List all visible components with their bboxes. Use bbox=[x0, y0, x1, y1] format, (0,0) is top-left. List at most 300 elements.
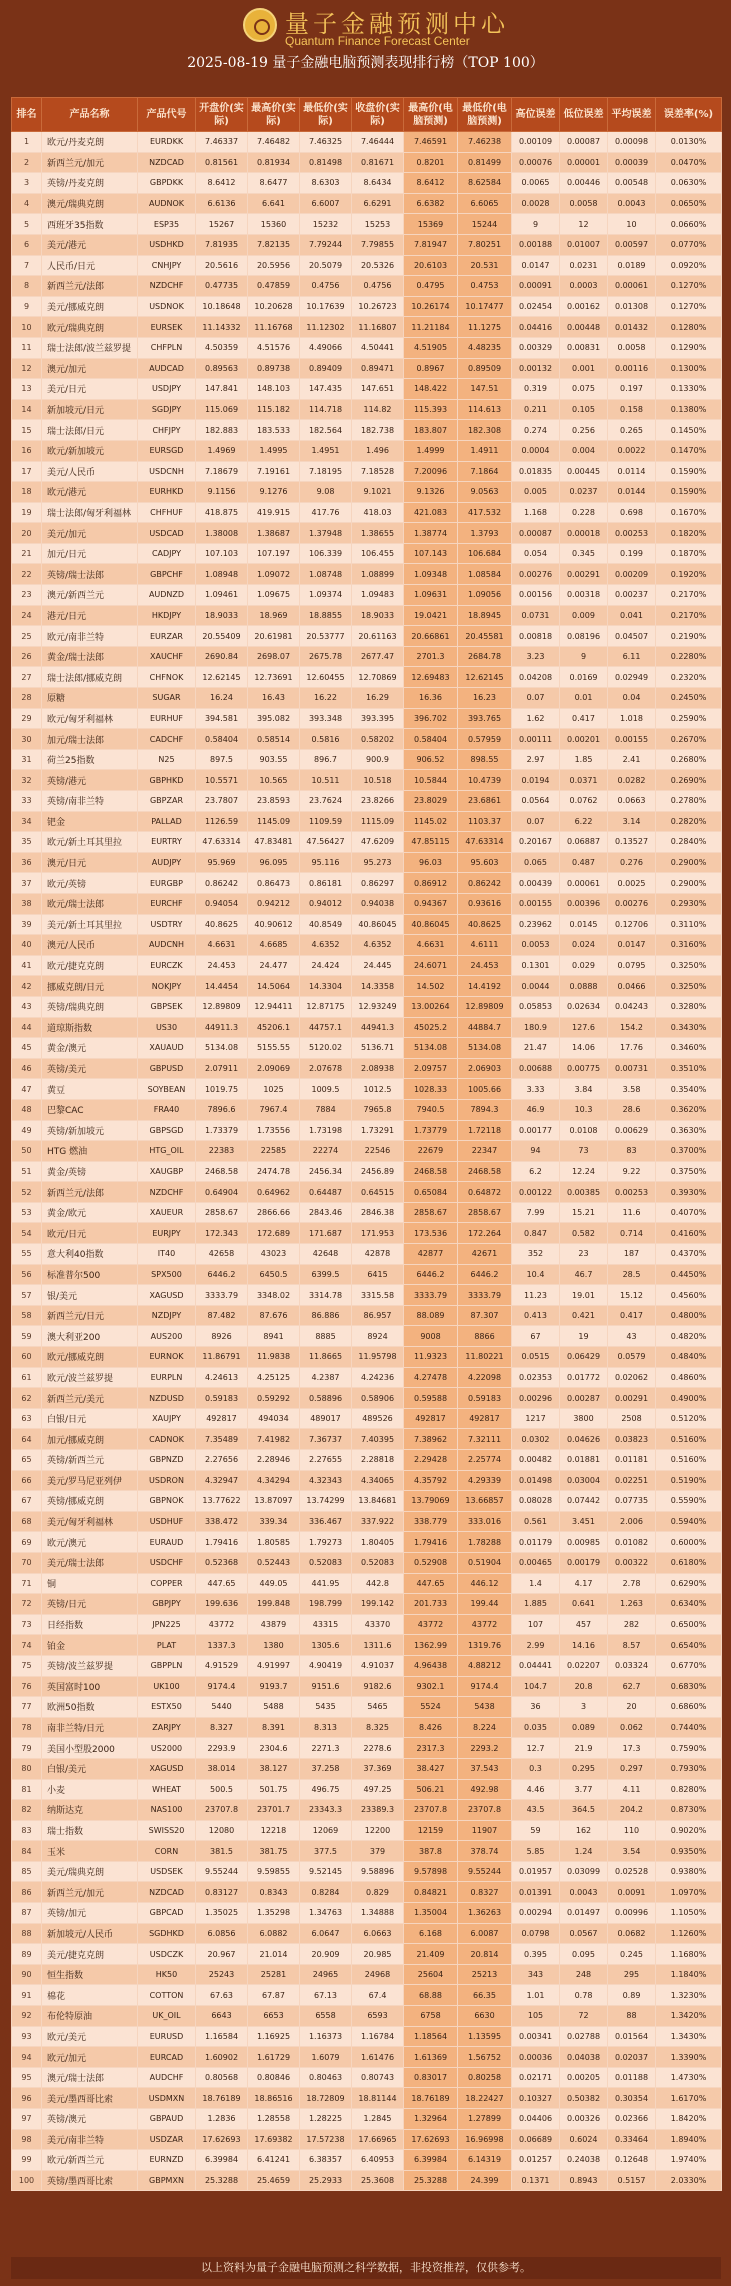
low-cell: 0.89409 bbox=[300, 358, 352, 379]
low-cell: 393.348 bbox=[300, 708, 352, 729]
low-cell: 1.16373 bbox=[300, 2026, 352, 2047]
pred-high-cell: 492817 bbox=[404, 1408, 458, 1429]
product-code-cell: USDMXN bbox=[138, 2088, 196, 2109]
low-error-cell: 23 bbox=[560, 1244, 608, 1265]
high-cell: 5488 bbox=[248, 1697, 300, 1718]
high-error-cell: 0.00688 bbox=[512, 1058, 560, 1079]
close-cell: 2.28818 bbox=[352, 1450, 404, 1471]
table-row bbox=[12, 646, 722, 667]
error-rate-cell: 0.3460% bbox=[656, 1038, 722, 1059]
open-cell: 8.327 bbox=[196, 1717, 248, 1738]
high-cell: 1.38687 bbox=[248, 523, 300, 544]
product-code-cell: HKDJPY bbox=[138, 605, 196, 626]
low-error-cell: 0.00205 bbox=[560, 2067, 608, 2088]
open-cell: 12080 bbox=[196, 1820, 248, 1841]
avg-error-cell: 0.01432 bbox=[608, 317, 656, 338]
pred-low-cell: 0.80258 bbox=[458, 2067, 512, 2088]
rank-cell: 49 bbox=[12, 1120, 42, 1141]
pred-low-cell: 22347 bbox=[458, 1141, 512, 1162]
table-row bbox=[12, 1635, 722, 1656]
low-cell: 1.4951 bbox=[300, 440, 352, 461]
low-error-cell: 0.0043 bbox=[560, 1882, 608, 1903]
pred-low-cell: 1.3793 bbox=[458, 523, 512, 544]
product-code-cell: HK50 bbox=[138, 1964, 196, 1985]
product-name-cell: 欧元/捷克克朗 bbox=[42, 955, 138, 976]
rank-cell: 84 bbox=[12, 1841, 42, 1862]
product-name-cell: 澳元/新西兰元 bbox=[42, 585, 138, 606]
close-cell: 6.6291 bbox=[352, 193, 404, 214]
product-name-cell: 欧元/美元 bbox=[42, 2026, 138, 2047]
pred-low-cell: 2.06903 bbox=[458, 1058, 512, 1079]
error-rate-cell: 0.3250% bbox=[656, 955, 722, 976]
high-error-cell: 43.5 bbox=[512, 1800, 560, 1821]
pred-high-cell: 38.427 bbox=[404, 1758, 458, 1779]
table-row bbox=[12, 420, 722, 441]
table-row bbox=[12, 132, 722, 153]
table-row bbox=[12, 1326, 722, 1347]
rank-cell: 5 bbox=[12, 214, 42, 235]
high-error-cell: 0.04441 bbox=[512, 1655, 560, 1676]
pred-high-cell: 7.46591 bbox=[404, 132, 458, 153]
error-rate-cell: 0.0630% bbox=[656, 173, 722, 194]
error-rate-cell: 0.2320% bbox=[656, 667, 722, 688]
rank-cell: 33 bbox=[12, 791, 42, 812]
product-code-cell: XAGUSD bbox=[138, 1758, 196, 1779]
low-error-cell: 0.582 bbox=[560, 1223, 608, 1244]
avg-error-cell: 0.0022 bbox=[608, 440, 656, 461]
product-name-cell: 英镑/波兰兹罗提 bbox=[42, 1655, 138, 1676]
high-cell: 14.5064 bbox=[248, 976, 300, 997]
pred-low-cell: 7.80251 bbox=[458, 234, 512, 255]
pred-low-cell: 0.51904 bbox=[458, 1552, 512, 1573]
low-error-cell: 14.06 bbox=[560, 1038, 608, 1059]
high-cell: 4.34294 bbox=[248, 1470, 300, 1491]
product-code-cell: AUDCNH bbox=[138, 935, 196, 956]
high-cell: 4.51576 bbox=[248, 337, 300, 358]
error-rate-cell: 0.6860% bbox=[656, 1697, 722, 1718]
open-cell: 172.343 bbox=[196, 1223, 248, 1244]
low-cell: 4.6352 bbox=[300, 935, 352, 956]
product-code-cell: CHFPLN bbox=[138, 337, 196, 358]
pred-high-cell: 24.6071 bbox=[404, 955, 458, 976]
product-name-cell: 白银/日元 bbox=[42, 1408, 138, 1429]
open-cell: 1019.75 bbox=[196, 1079, 248, 1100]
open-cell: 2.27656 bbox=[196, 1450, 248, 1471]
product-name-cell: 美元/匈牙利福林 bbox=[42, 1511, 138, 1532]
product-name-cell: 欧元/新土耳其里拉 bbox=[42, 832, 138, 853]
pred-high-cell: 23707.8 bbox=[404, 1800, 458, 1821]
pred-low-cell: 1.72118 bbox=[458, 1120, 512, 1141]
rank-cell: 74 bbox=[12, 1635, 42, 1656]
high-error-cell: 105 bbox=[512, 2006, 560, 2027]
high-cell: 0.59292 bbox=[248, 1388, 300, 1409]
pred-high-cell: 47.85115 bbox=[404, 832, 458, 853]
avg-error-cell: 282 bbox=[608, 1614, 656, 1635]
pred-low-cell: 2293.2 bbox=[458, 1738, 512, 1759]
high-error-cell: 0.00122 bbox=[512, 1182, 560, 1203]
table-row bbox=[12, 543, 722, 564]
low-cell: 8885 bbox=[300, 1326, 352, 1347]
rank-cell: 79 bbox=[12, 1738, 42, 1759]
product-name-cell: 棉花 bbox=[42, 1985, 138, 2006]
pred-low-cell: 16.96998 bbox=[458, 2129, 512, 2150]
product-name-cell: 美元/南非兰特 bbox=[42, 2129, 138, 2150]
low-error-cell: 0.00287 bbox=[560, 1388, 608, 1409]
product-name-cell: 新西兰元/法郎 bbox=[42, 276, 138, 297]
low-error-cell: 0.8943 bbox=[560, 2170, 608, 2191]
pred-high-cell: 20.66861 bbox=[404, 626, 458, 647]
column-header: 排名 bbox=[12, 98, 42, 132]
avg-error-cell: 0.12706 bbox=[608, 914, 656, 935]
close-cell: 1311.6 bbox=[352, 1635, 404, 1656]
avg-error-cell: 0.00276 bbox=[608, 893, 656, 914]
low-cell: 1.37948 bbox=[300, 523, 352, 544]
open-cell: 1.08948 bbox=[196, 564, 248, 585]
table-row bbox=[12, 605, 722, 626]
table-row bbox=[12, 1223, 722, 1244]
avg-error-cell: 295 bbox=[608, 1964, 656, 1985]
product-name-cell: 美元/日元 bbox=[42, 379, 138, 400]
avg-error-cell: 0.00629 bbox=[608, 1120, 656, 1141]
product-code-cell: JPN225 bbox=[138, 1614, 196, 1635]
low-error-cell: 0.03004 bbox=[560, 1470, 608, 1491]
high-error-cell: 0.395 bbox=[512, 1944, 560, 1965]
pred-high-cell: 2468.58 bbox=[404, 1161, 458, 1182]
error-rate-cell: 0.2450% bbox=[656, 688, 722, 709]
avg-error-cell: 0.698 bbox=[608, 502, 656, 523]
high-error-cell: 104.7 bbox=[512, 1676, 560, 1697]
low-error-cell: 0.024 bbox=[560, 935, 608, 956]
rank-cell: 66 bbox=[12, 1470, 42, 1491]
high-error-cell: 6.2 bbox=[512, 1161, 560, 1182]
high-error-cell: 0.00155 bbox=[512, 893, 560, 914]
avg-error-cell: 0.265 bbox=[608, 420, 656, 441]
product-code-cell: EURJPY bbox=[138, 1223, 196, 1244]
error-rate-cell: 0.2280% bbox=[656, 646, 722, 667]
high-error-cell: 0.00465 bbox=[512, 1552, 560, 1573]
high-cell: 0.81934 bbox=[248, 152, 300, 173]
high-error-cell: 0.04208 bbox=[512, 667, 560, 688]
product-name-cell: 荷兰25指数 bbox=[42, 749, 138, 770]
avg-error-cell: 0.0282 bbox=[608, 770, 656, 791]
pred-high-cell: 5524 bbox=[404, 1697, 458, 1718]
error-rate-cell: 0.8730% bbox=[656, 1800, 722, 1821]
error-rate-cell: 0.2190% bbox=[656, 626, 722, 647]
close-cell: 22546 bbox=[352, 1141, 404, 1162]
pred-low-cell: 0.4753 bbox=[458, 276, 512, 297]
low-error-cell: 0.06429 bbox=[560, 1347, 608, 1368]
high-cell: 7.82135 bbox=[248, 234, 300, 255]
avg-error-cell: 15.12 bbox=[608, 1285, 656, 1306]
table-row bbox=[12, 440, 722, 461]
ranking-table-container bbox=[11, 97, 721, 2191]
avg-error-cell: 3.54 bbox=[608, 1841, 656, 1862]
pred-high-cell: 183.807 bbox=[404, 420, 458, 441]
open-cell: 4.24613 bbox=[196, 1367, 248, 1388]
table-row bbox=[12, 585, 722, 606]
rank-cell: 91 bbox=[12, 1985, 42, 2006]
rank-cell: 96 bbox=[12, 2088, 42, 2109]
table-row bbox=[12, 873, 722, 894]
close-cell: 1.34888 bbox=[352, 1903, 404, 1924]
error-rate-cell: 1.6170% bbox=[656, 2088, 722, 2109]
product-name-cell: 黄金/欧元 bbox=[42, 1202, 138, 1223]
avg-error-cell: 0.30354 bbox=[608, 2088, 656, 2109]
pred-high-cell: 0.83017 bbox=[404, 2067, 458, 2088]
pred-high-cell: 0.58404 bbox=[404, 729, 458, 750]
product-code-cell: EURAUD bbox=[138, 1532, 196, 1553]
product-name-cell: 欧元/挪威克朗 bbox=[42, 1347, 138, 1368]
low-error-cell: 0.256 bbox=[560, 420, 608, 441]
table-row bbox=[12, 1676, 722, 1697]
high-cell: 6.41241 bbox=[248, 2150, 300, 2171]
pred-high-cell: 906.52 bbox=[404, 749, 458, 770]
error-rate-cell: 1.3430% bbox=[656, 2026, 722, 2047]
pred-high-cell: 2.09757 bbox=[404, 1058, 458, 1079]
rank-cell: 56 bbox=[12, 1264, 42, 1285]
rank-cell: 90 bbox=[12, 1964, 42, 1985]
low-cell: 4.2387 bbox=[300, 1367, 352, 1388]
high-cell: 494034 bbox=[248, 1408, 300, 1429]
pred-low-cell: 10.4739 bbox=[458, 770, 512, 791]
avg-error-cell: 0.00039 bbox=[608, 152, 656, 173]
low-cell: 0.81498 bbox=[300, 152, 352, 173]
low-error-cell: 4.17 bbox=[560, 1573, 608, 1594]
low-cell: 2.07678 bbox=[300, 1058, 352, 1079]
table-row bbox=[12, 1388, 722, 1409]
pred-low-cell: 2684.78 bbox=[458, 646, 512, 667]
rank-cell: 16 bbox=[12, 440, 42, 461]
low-error-cell: 9 bbox=[560, 646, 608, 667]
high-cell: 7.41982 bbox=[248, 1429, 300, 1450]
pred-high-cell: 1.09631 bbox=[404, 585, 458, 606]
table-row bbox=[12, 564, 722, 585]
pred-high-cell: 11.21184 bbox=[404, 317, 458, 338]
low-error-cell: 12 bbox=[560, 214, 608, 235]
pred-high-cell: 1362.99 bbox=[404, 1635, 458, 1656]
product-name-cell: 新西兰元/加元 bbox=[42, 1882, 138, 1903]
low-cell: 1009.5 bbox=[300, 1079, 352, 1100]
product-name-cell: 英镑/挪威克朗 bbox=[42, 1491, 138, 1512]
low-error-cell: 0.095 bbox=[560, 1944, 608, 1965]
rank-cell: 89 bbox=[12, 1944, 42, 1965]
avg-error-cell: 28.5 bbox=[608, 1264, 656, 1285]
product-name-cell: 美元/加元 bbox=[42, 523, 138, 544]
pred-high-cell: 12.69483 bbox=[404, 667, 458, 688]
high-cell: 23701.7 bbox=[248, 1800, 300, 1821]
close-cell: 4.50441 bbox=[352, 337, 404, 358]
high-error-cell: 59 bbox=[512, 1820, 560, 1841]
pred-low-cell: 6.14319 bbox=[458, 2150, 512, 2171]
low-cell: 3314.78 bbox=[300, 1285, 352, 1306]
pred-high-cell: 4.27478 bbox=[404, 1367, 458, 1388]
low-error-cell: 0.0145 bbox=[560, 914, 608, 935]
open-cell: 338.472 bbox=[196, 1511, 248, 1532]
close-cell: 497.25 bbox=[352, 1779, 404, 1800]
high-error-cell: 0.01498 bbox=[512, 1470, 560, 1491]
rank-cell: 94 bbox=[12, 2047, 42, 2068]
product-name-cell: 瑞士法郎/波兰兹罗提 bbox=[42, 337, 138, 358]
avg-error-cell: 88 bbox=[608, 2006, 656, 2027]
low-error-cell: 0.00448 bbox=[560, 317, 608, 338]
high-error-cell: 0.0147 bbox=[512, 255, 560, 276]
rank-cell: 2 bbox=[12, 152, 42, 173]
open-cell: 95.969 bbox=[196, 852, 248, 873]
open-cell: 1.73379 bbox=[196, 1120, 248, 1141]
product-code-cell: US30 bbox=[138, 1017, 196, 1038]
product-code-cell: USDCHF bbox=[138, 1552, 196, 1573]
rank-cell: 13 bbox=[12, 379, 42, 400]
product-code-cell: EURTRY bbox=[138, 832, 196, 853]
pred-high-cell: 15369 bbox=[404, 214, 458, 235]
error-rate-cell: 0.1920% bbox=[656, 564, 722, 585]
high-error-cell: 2.97 bbox=[512, 749, 560, 770]
low-error-cell: 0.00291 bbox=[560, 564, 608, 585]
pred-low-cell: 378.74 bbox=[458, 1841, 512, 1862]
pred-low-cell: 1319.76 bbox=[458, 1635, 512, 1656]
low-cell: 24.424 bbox=[300, 955, 352, 976]
pred-high-cell: 1.73779 bbox=[404, 1120, 458, 1141]
avg-error-cell: 0.158 bbox=[608, 399, 656, 420]
product-name-cell: 欧元/瑞士法郎 bbox=[42, 893, 138, 914]
product-name-cell: 黄金/英镑 bbox=[42, 1161, 138, 1182]
rank-cell: 64 bbox=[12, 1429, 42, 1450]
pred-low-cell: 42671 bbox=[458, 1244, 512, 1265]
high-cell: 1.35298 bbox=[248, 1903, 300, 1924]
pred-low-cell: 1.08584 bbox=[458, 564, 512, 585]
open-cell: 0.58404 bbox=[196, 729, 248, 750]
low-error-cell: 0.004 bbox=[560, 440, 608, 461]
error-rate-cell: 0.1590% bbox=[656, 482, 722, 503]
open-cell: 43772 bbox=[196, 1614, 248, 1635]
rank-cell: 62 bbox=[12, 1388, 42, 1409]
pred-high-cell: 2858.67 bbox=[404, 1202, 458, 1223]
pred-low-cell: 3333.79 bbox=[458, 1285, 512, 1306]
low-cell: 0.80463 bbox=[300, 2067, 352, 2088]
rank-cell: 35 bbox=[12, 832, 42, 853]
table-row bbox=[12, 1758, 722, 1779]
pred-low-cell: 0.86242 bbox=[458, 873, 512, 894]
avg-error-cell: 0.13527 bbox=[608, 832, 656, 853]
error-rate-cell: 0.3540% bbox=[656, 1079, 722, 1100]
pred-high-cell: 421.083 bbox=[404, 502, 458, 523]
low-error-cell: 0.06887 bbox=[560, 832, 608, 853]
close-cell: 1.09483 bbox=[352, 585, 404, 606]
pred-low-cell: 417.532 bbox=[458, 502, 512, 523]
open-cell: 22383 bbox=[196, 1141, 248, 1162]
pred-high-cell: 1.18564 bbox=[404, 2026, 458, 2047]
product-name-cell: 英镑/新加坡元 bbox=[42, 1120, 138, 1141]
open-cell: 182.883 bbox=[196, 420, 248, 441]
pred-high-cell: 338.779 bbox=[404, 1511, 458, 1532]
open-cell: 3333.79 bbox=[196, 1285, 248, 1306]
close-cell: 14.3358 bbox=[352, 976, 404, 997]
low-error-cell: 0.00018 bbox=[560, 523, 608, 544]
pred-low-cell: 1.13595 bbox=[458, 2026, 512, 2047]
high-error-cell: 0.0044 bbox=[512, 976, 560, 997]
low-error-cell: 0.0237 bbox=[560, 482, 608, 503]
high-cell: 0.94212 bbox=[248, 893, 300, 914]
close-cell: 0.58202 bbox=[352, 729, 404, 750]
product-code-cell: USDTRY bbox=[138, 914, 196, 935]
error-rate-cell: 0.1670% bbox=[656, 502, 722, 523]
high-cell: 395.082 bbox=[248, 708, 300, 729]
product-code-cell: GBPSEK bbox=[138, 996, 196, 1017]
high-cell: 1.61729 bbox=[248, 2047, 300, 2068]
open-cell: 13.77622 bbox=[196, 1491, 248, 1512]
rank-cell: 32 bbox=[12, 770, 42, 791]
open-cell: 9.1156 bbox=[196, 482, 248, 503]
product-code-cell: FRA40 bbox=[138, 1099, 196, 1120]
high-error-cell: 1.01 bbox=[512, 1985, 560, 2006]
avg-error-cell: 0.00996 bbox=[608, 1903, 656, 1924]
open-cell: 6.0856 bbox=[196, 1923, 248, 1944]
error-rate-cell: 0.4820% bbox=[656, 1326, 722, 1347]
product-code-cell: PALLAD bbox=[138, 811, 196, 832]
low-cell: 9.08 bbox=[300, 482, 352, 503]
avg-error-cell: 0.02251 bbox=[608, 1470, 656, 1491]
avg-error-cell: 0.01082 bbox=[608, 1532, 656, 1553]
high-error-cell: 10.4 bbox=[512, 1264, 560, 1285]
high-cell: 21.014 bbox=[248, 1944, 300, 1965]
rank-cell: 42 bbox=[12, 976, 42, 997]
rank-cell: 26 bbox=[12, 646, 42, 667]
close-cell: 8.6434 bbox=[352, 173, 404, 194]
product-name-cell: 澳元/瑞士法郎 bbox=[42, 2067, 138, 2088]
pred-low-cell: 2858.67 bbox=[458, 1202, 512, 1223]
table-row bbox=[12, 276, 722, 297]
table-row bbox=[12, 770, 722, 791]
pred-low-cell: 147.51 bbox=[458, 379, 512, 400]
low-cell: 1.79273 bbox=[300, 1532, 352, 1553]
pred-high-cell: 7.81947 bbox=[404, 234, 458, 255]
low-cell: 40.8549 bbox=[300, 914, 352, 935]
pred-low-cell: 23707.8 bbox=[458, 1800, 512, 1821]
low-cell: 147.435 bbox=[300, 379, 352, 400]
table-row bbox=[12, 1552, 722, 1573]
pred-high-cell: 43772 bbox=[404, 1614, 458, 1635]
product-code-cell: US2000 bbox=[138, 1738, 196, 1759]
table-row bbox=[12, 1079, 722, 1100]
error-rate-cell: 0.1870% bbox=[656, 543, 722, 564]
low-cell: 6558 bbox=[300, 2006, 352, 2027]
low-cell: 11.8665 bbox=[300, 1347, 352, 1368]
product-code-cell: CADJPY bbox=[138, 543, 196, 564]
product-code-cell: USDCZK bbox=[138, 1944, 196, 1965]
rank-cell: 95 bbox=[12, 2067, 42, 2088]
product-name-cell: 新西兰元/加元 bbox=[42, 152, 138, 173]
pred-high-cell: 1.32964 bbox=[404, 2109, 458, 2130]
low-cell: 2271.3 bbox=[300, 1738, 352, 1759]
high-error-cell: 0.0515 bbox=[512, 1347, 560, 1368]
low-cell: 2456.34 bbox=[300, 1161, 352, 1182]
table-row bbox=[12, 1099, 722, 1120]
product-code-cell: AUDJPY bbox=[138, 852, 196, 873]
product-code-cell: EURNOK bbox=[138, 1347, 196, 1368]
avg-error-cell: 0.0025 bbox=[608, 873, 656, 894]
close-cell: 12.93249 bbox=[352, 996, 404, 1017]
open-cell: 67.63 bbox=[196, 1985, 248, 2006]
low-cell: 6.0647 bbox=[300, 1923, 352, 1944]
table-row bbox=[12, 976, 722, 997]
product-code-cell: IT40 bbox=[138, 1244, 196, 1265]
low-error-cell: 1.85 bbox=[560, 749, 608, 770]
close-cell: 3315.58 bbox=[352, 1285, 404, 1306]
table-row bbox=[12, 2067, 722, 2088]
low-cell: 489017 bbox=[300, 1408, 352, 1429]
low-cell: 9.52145 bbox=[300, 1861, 352, 1882]
pred-low-cell: 6630 bbox=[458, 2006, 512, 2027]
